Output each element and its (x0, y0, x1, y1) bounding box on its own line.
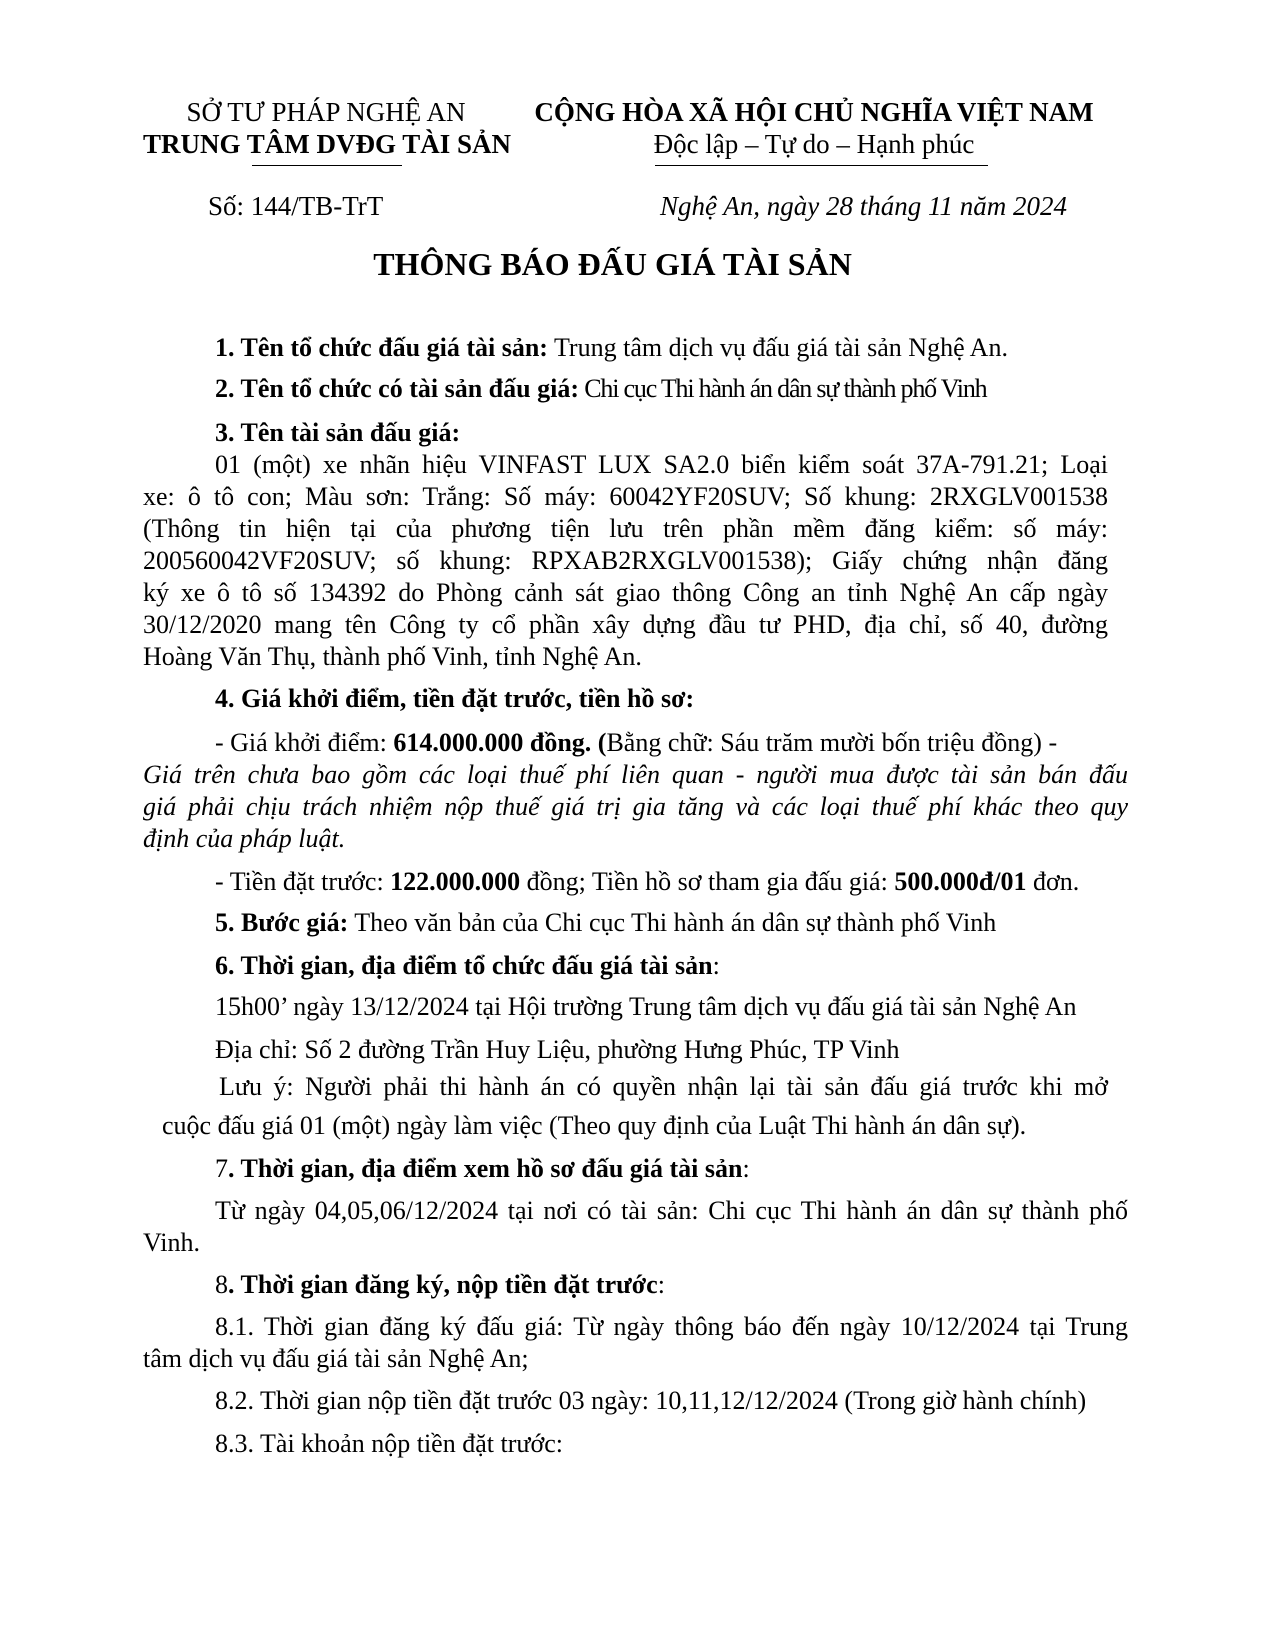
section-8-label: . Thời gian đăng ký, nộp tiền đặt trước (228, 1270, 658, 1299)
national-motto: Độc lập – Tự do – Hạnh phúc (653, 129, 975, 159)
section-1-text: Trung tâm dịch vụ đấu giá tài sản Nghệ An. (547, 333, 1008, 362)
deposit-line (215, 866, 1079, 898)
registration-time-line: 8.1. Thời gian đăng ký đấu giá: Từ ngày thông báo đến ngày 10/12/2024 tại Trung (215, 1312, 1128, 1341)
section-6-colon: : (712, 951, 720, 980)
tax-note-line: định của pháp luật. (143, 824, 346, 853)
section-3-line: ký xe ô tô số 134392 do Phòng cảnh sát giao thông Công an tỉnh Nghệ An cấp ngày (143, 578, 1108, 607)
auction-note-line: cuộc đấu giá 01 (một) ngày làm việc (Theo quy định của Luật Thi hành án dân sự). (162, 1111, 1027, 1140)
section-3-line: Hoàng Văn Thụ, thành phố Vinh, tỉnh Nghệ An. (143, 642, 642, 671)
section-3-line: 200560042VF20SUV; số khung: RPXAB2RXGLV001538); Giấy chứng nhận đăng (143, 546, 1108, 575)
section-3-line: xe: ô tô con; Màu sơn: Trắng: Số máy: 60042YF20SUV; Số khung: 2RXGLV001538 (143, 482, 1108, 511)
section-1 (215, 332, 1008, 364)
section-7-number: 7 (215, 1154, 228, 1183)
deposit-prefix: - Tiền đặt trước: (215, 867, 391, 896)
section-2 (215, 373, 986, 405)
deposit-end: đơn. (1026, 867, 1080, 896)
section-3-label: 3. Tên tài sản đấu giá: (215, 418, 461, 447)
section-7-heading (215, 1153, 750, 1185)
center-name: TRUNG TÂM DVĐG TÀI SẢN (143, 129, 512, 159)
starting-price-words: Bằng chữ: Sáu trăm mười bốn triệu đồng) - (606, 728, 1058, 757)
section-8-colon: : (657, 1270, 665, 1299)
section-7-colon: : (742, 1154, 750, 1183)
document-number: Số: 144/TB-TrT (208, 191, 384, 221)
tax-note-line: Giá trên chưa bao gồm các loại thuế phí liên quan - người mua được tài sản bán đấu (143, 760, 1128, 789)
agency-name: SỞ TƯ PHÁP NGHỆ AN (186, 97, 466, 127)
starting-price-prefix: - Giá khởi điểm: (215, 728, 394, 757)
section-6-label: 6. Thời gian, địa điểm tổ chức đấu giá tài sản (215, 951, 713, 980)
deposit-time: 8.2. Thời gian nộp tiền đặt trước 03 ngày: 10,11,12/12/2024 (Trong giờ hành chính) (215, 1386, 1087, 1415)
section-2-text: Chi cục Thi hành án dân sự thành phố Vinh (578, 374, 987, 403)
starting-price-value: 614.000.000 đồng. ( (393, 728, 607, 757)
viewing-time-line: Từ ngày 04,05,06/12/2024 tại nơi có tài sản: Chi cục Thi hành án dân sự thành phố (215, 1196, 1128, 1225)
starting-price (215, 727, 1057, 759)
deposit-mid: đồng; Tiền hồ sơ tham gia đấu giá: (520, 867, 895, 896)
section-6-heading (215, 950, 720, 982)
section-2-label: 2. Tên tổ chức có tài sản đấu giá: (215, 374, 579, 403)
section-3-line: 30/12/2020 mang tên Công ty cổ phần xây dựng đầu tư PHD, địa chỉ, số 40, đường (143, 610, 1108, 639)
viewing-time-line: Vinh. (143, 1228, 200, 1257)
section-5-label: 5. Bước giá: (215, 908, 349, 937)
national-title: CỘNG HÒA XÃ HỘI CHỦ NGHĨA VIỆT NAM (534, 97, 1094, 127)
section-5-text: Theo văn bản của Chi cục Thi hành án dân sự thành phố Vinh (348, 908, 997, 937)
section-3-line: 01 (một) xe nhãn hiệu VINFAST LUX SA2.0 biển kiểm soát 37A-791.21; Loại (215, 450, 1108, 479)
auction-note-line: Lưu ý: Người phải thi hành án có quyền nhận lại tài sản đấu giá trước khi mở (219, 1072, 1108, 1101)
auction-address: Địa chỉ: Số 2 đường Trần Huy Liệu, phường Hưng Phúc, TP Vinh (215, 1035, 900, 1064)
registration-time-line: tâm dịch vụ đấu giá tài sản Nghệ An; (143, 1344, 529, 1373)
section-5 (215, 907, 996, 939)
deposit-value: 122.000.000 (390, 867, 521, 896)
right-header-rule (655, 165, 988, 166)
section-7-label: . Thời gian, địa điểm xem hồ sơ đấu giá tài sản (228, 1154, 743, 1183)
fee-value: 500.000đ/01 (894, 867, 1027, 896)
page-title: THÔNG BÁO ĐẤU GIÁ TÀI SẢN (373, 246, 852, 282)
deposit-account: 8.3. Tài khoản nộp tiền đặt trước: (215, 1429, 563, 1458)
document-date: Nghệ An, ngày 28 tháng 11 năm 2024 (660, 191, 1067, 221)
auction-time: 15h00’ ngày 13/12/2024 tại Hội trường Trung tâm dịch vụ đấu giá tài sản Nghệ An (215, 992, 1077, 1021)
section-1-label: 1. Tên tổ chức đấu giá tài sản: (215, 333, 548, 362)
section-8-number: 8 (215, 1270, 228, 1299)
section-8-heading (215, 1269, 665, 1301)
section-4-label: 4. Giá khởi điểm, tiền đặt trước, tiền hồ sơ: (215, 684, 695, 713)
section-3-line: (Thông tin hiện tại của phương tiện lưu trên phần mềm đăng kiểm: số máy: (143, 514, 1108, 543)
tax-note-line: giá phải chịu trách nhiệm nộp thuế giá trị gia tăng và các loại thuế phí khác theo quy (143, 792, 1128, 821)
left-header-rule (252, 165, 402, 166)
